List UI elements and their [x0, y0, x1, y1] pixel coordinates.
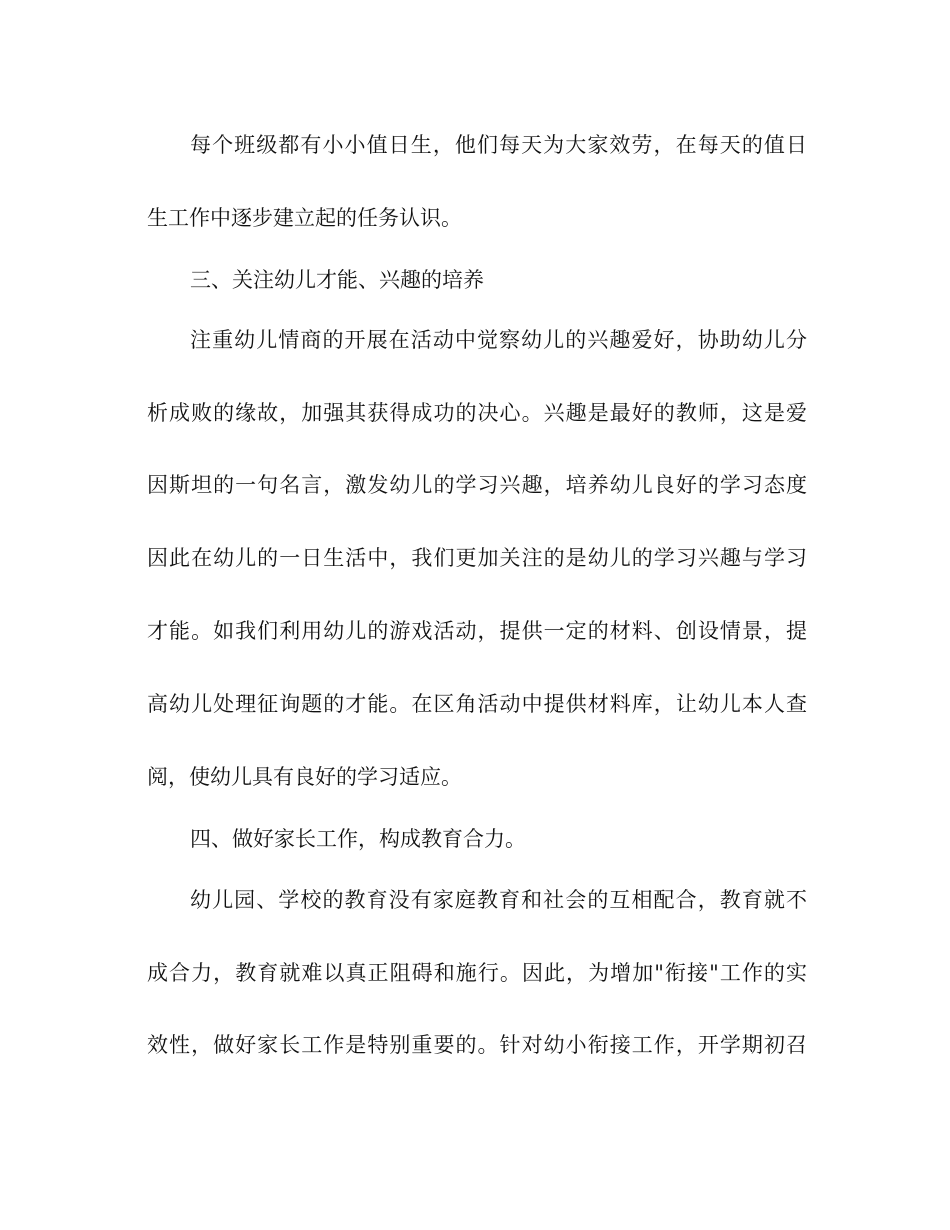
paragraph-line: 因斯坦的一句名言，激发幼儿的学习兴趣，培养幼儿良好的学习态度	[147, 473, 807, 497]
paragraph-line: 生工作中逐步建立起的任务认识。	[147, 206, 462, 230]
paragraph-line: 高幼儿处理征询题的才能。在区角活动中提供材料库，让幼儿本人查	[147, 692, 807, 716]
paragraph-line: 每个班级都有小小值日生，他们每天为大家效劳，在每天的值日	[190, 133, 807, 157]
paragraph-line: 因此在幼儿的一日生活中，我们更加关注的是幼儿的学习兴趣与学习	[147, 546, 807, 570]
paragraph-line: 成合力，教育就难以真正阻碍和施行。因此，为增加"衔接"工作的实	[147, 961, 807, 985]
paragraph-line: 注重幼儿情商的开展在活动中觉察幼儿的兴趣爱好，协助幼儿分	[190, 328, 807, 352]
paragraph-line: 阅，使幼儿具有良好的学习适应。	[147, 765, 462, 789]
section-heading: 三、关注幼儿才能、兴趣的培养	[190, 268, 484, 292]
paragraph-line: 效性，做好家长工作是特别重要的。针对幼小衔接工作，开学期初召	[147, 1033, 807, 1057]
paragraph-line: 幼儿园、学校的教育没有家庭教育和社会的互相配合，教育就不	[190, 888, 807, 912]
paragraph-line: 才能。如我们利用幼儿的游戏活动，提供一定的材料、创设情景，提	[147, 619, 807, 643]
paragraph-line: 析成败的缘故，加强其获得成功的决心。兴趣是最好的教师，这是爱	[147, 401, 807, 425]
section-heading: 四、做好家长工作，构成教育合力。	[190, 827, 526, 851]
